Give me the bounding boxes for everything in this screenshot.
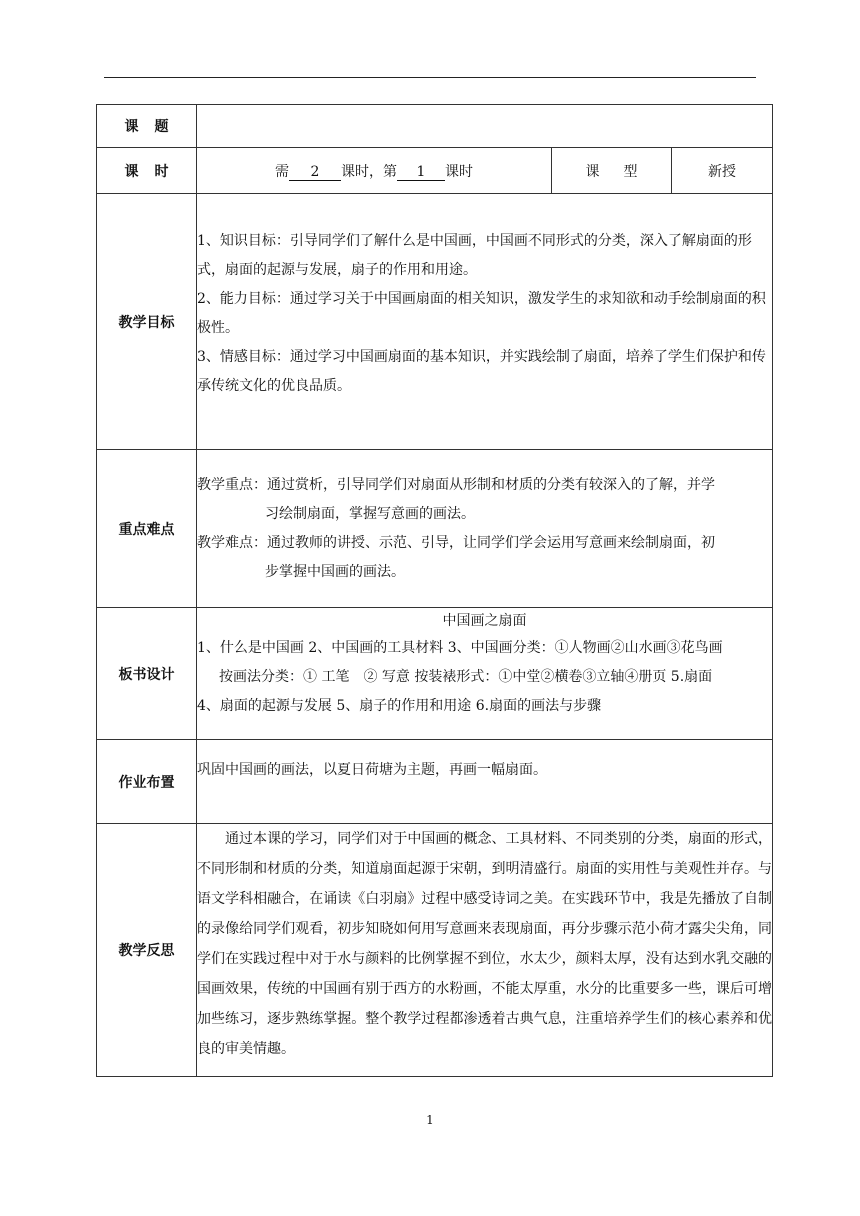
objectives-content [197, 194, 773, 450]
topic-value [197, 105, 773, 148]
focus-head: 教学重点：通过赏析，引导同学们对扇面从形制和材质的分类有较深入的了解，并学 [197, 476, 715, 493]
hours-current: 1 [397, 164, 445, 181]
hours-value [197, 148, 552, 194]
topic-row [97, 105, 773, 148]
reflection-label: 教学反思 [97, 824, 197, 1077]
board-line: 按画法分类：① 工笔 ② 写意 按装裱形式：①中堂②横卷③立轴④册页 5.扇面 [219, 669, 713, 685]
key-points-label: 重点难点 [97, 450, 197, 608]
board-row [97, 608, 773, 740]
hours-prefix: 需 [275, 163, 289, 180]
hours-middle: 课时，第 [341, 163, 397, 180]
lesson-plan-table [96, 104, 773, 1077]
board-title: 中国画之扇面 [442, 613, 527, 629]
difficulty-head: 教学难点：通过教师的讲授、示范、引导，让同学们学会运用写意画来绘制扇面，初 [197, 534, 715, 551]
board-label: 板书设计 [97, 608, 197, 740]
reflection-row [97, 824, 773, 1077]
board-content [197, 608, 773, 740]
topic-label: 课题 [97, 105, 197, 148]
header-rule [104, 77, 756, 78]
hours-total: 2 [289, 164, 341, 181]
hours-label: 课时 [97, 148, 197, 194]
difficulty-tail: 步掌握中国画的画法。 [265, 563, 405, 580]
page-number: 1 [426, 1113, 434, 1127]
homework-content: 巩固中国画的画法，以夏日荷塘为主题，再画一幅扇面。 [197, 740, 773, 824]
board-line: 4、扇面的起源与发展 5、扇子的作用和用途 6.扇面的画法与步骤 [197, 698, 602, 714]
board-line: 1、什么是中国画 2、中国画的工具材料 3、中国画分类：①人物画②山水画③花鸟画 [197, 640, 723, 656]
homework-label: 作业布置 [97, 740, 197, 824]
hours-row [97, 148, 773, 194]
objective-item: 3、情感目标：通过学习中国画扇面的基本知识，并实践绘制了扇面，培养了学生们保护和传承传统文化的优良品质。 [197, 348, 766, 394]
focus-tail: 习绘制扇面，掌握写意画的画法。 [265, 505, 475, 522]
hours-suffix: 课时 [445, 163, 473, 180]
key-points-content [197, 450, 773, 608]
objectives-row [97, 194, 773, 450]
key-points-row [97, 450, 773, 608]
lesson-type-label: 课型 [552, 148, 672, 194]
reflection-content: 通过本课的学习，同学们对于中国画的概念、工具材料、不同类别的分类，扇面的形式，不同形制和材质的分类，知道扇面起源于宋朝，到明清盛行。扇面的实用性与美观性并存。与语文学科相融合，在诵读《白羽扇》过程中感受诗词之美。在实践环节中，我是先播放了自制的录像给同学们观看，初步知晓如何用写意画来表现扇面，再分步骤示范小荷才露尖尖角，同学们在实践过程中对于水与颜料的比例掌握不到位，水太少，颜料太厚，没有达到水乳交融的国画效果，传统的中国画有别于西方的水粉画，不能太厚重，水分的比重要多一些，课后可增加些练习，逐步熟练掌握。整个教学过程都渗透着古典气息，注重培养学生们的核心素养和优良的审美情趣。 [197, 824, 773, 1077]
objective-item: 2、能力目标：通过学习关于中国画扇面的相关知识，激发学生的求知欲和动手绘制扇面的积极性。 [197, 290, 766, 336]
objectives-label: 教学目标 [97, 194, 197, 450]
objective-item: 1、知识目标：引导同学们了解什么是中国画，中国画不同形式的分类，深入了解扇面的形式，扇面的起源与发展，扇子的作用和用途。 [197, 232, 752, 278]
lesson-type-value: 新授 [672, 148, 773, 194]
homework-row [97, 740, 773, 824]
